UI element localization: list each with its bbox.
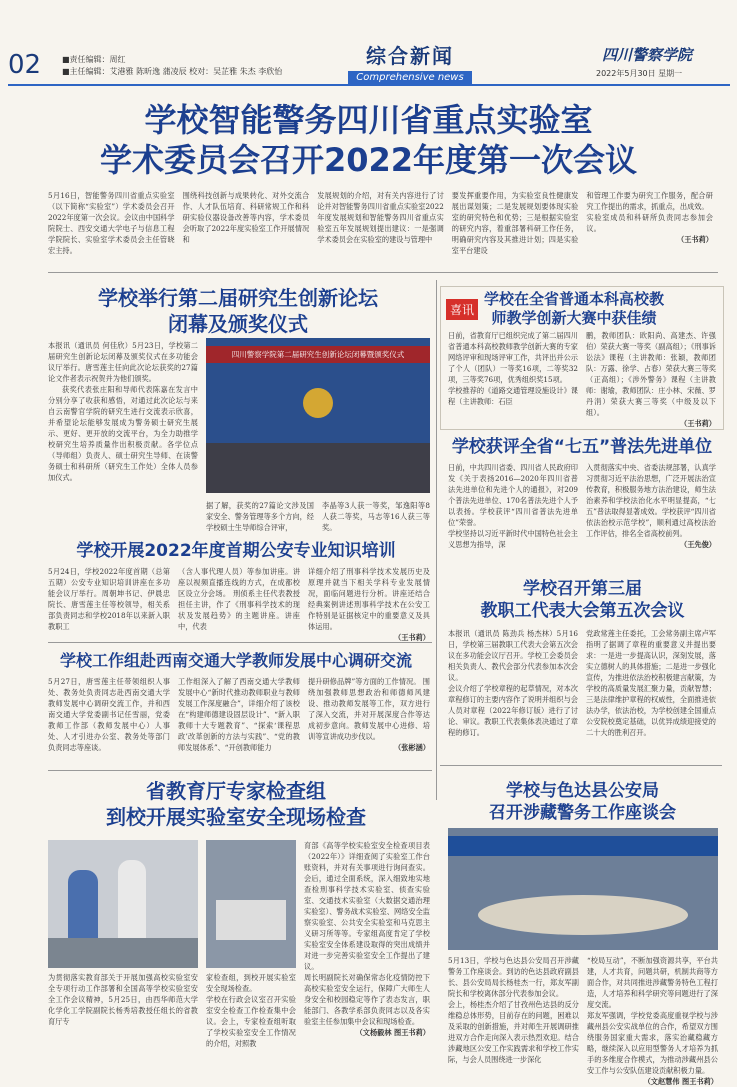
school-logo: 四川警察学院 — [602, 46, 693, 64]
meeting-table — [478, 895, 688, 935]
training-author: （王书莉） — [394, 633, 430, 642]
swjtu-body — [48, 676, 430, 753]
inspection-headline — [40, 778, 432, 830]
lead-col-1: 5月16日，智能警务四川省重点实验室（以下简称“实验室”）学术委员会召开2022年度第一次会议。会议由中国科学院院士、西安交通大学电子与信息工程学院院长、实验室学术委员会主任管晓宏主持。 — [48, 191, 175, 255]
swjtu-col-3-wrap — [308, 676, 430, 753]
divider — [440, 765, 722, 766]
inspection-col-2: 家检查组，到校开展实验室安全现场检查。 学校在行政会议室召开实验室安全检查工作检查集中会议。会上，专家检查组听取了学校实验室安全工作情况的介绍，对照教 — [206, 973, 296, 1048]
congress-body — [448, 628, 716, 738]
lead-col-2: 围绕科技创新与成果转化、对外交流合作、人才队伍培育、科研常规工作和科研实验仪器设备改善等内容，学术委员会听取了2022年度实验室工作开展情况和 — [182, 191, 310, 244]
divider — [48, 642, 432, 643]
lead-body — [48, 190, 713, 256]
forum-text — [48, 340, 198, 483]
police-title-2: 召开涉藏警务工作座谈会 — [489, 803, 676, 823]
training-col-2: （含人事代理人员）等参加讲座。讲座以视频直播连线的方式，在成都校区设立分会场。 刑侦系主任代表教授担任主讲，作了《刑事科学技术的现状及发展趋势》的主题讲座。讲座中，代表 — [178, 567, 300, 631]
commend-title-1: 学校在全省普通本科高校教 — [484, 290, 665, 308]
police-col-1: 5月13日，学校与色达县公安局召开涉藏警务工作座谈会。到访的色达县政府副县长、县公安局局长杨桂杰一行，郑友军副院长和学校离休部分代表参加会议。 会上，杨桂杰介绍了甘孜州色达县的反分维稳总体形势，目前存在的问题，困难以及采取的创新措施，并对师生开展调研推进双方合作走向深入表示热烈欢迎。结合涉藏地区公安工作实践需求和学校工作实际，与会人员围绕进一步深化 — [448, 956, 579, 1064]
lead-col-4: 要发挥重要作用，为实验室良性健康发展出谋划策；二是发展规划要体现实验室的研究特色和优势；三是根据实验室的研究内容，着重部署科研工作任务，明确研究内容及其推进计划；四是实验室平台建设 — [451, 191, 579, 255]
training-col-3: 详细介绍了刑事科学技术发展历史及原理并就当下相关学科专业发展情况，面临问题进行分析。讲座还结合经典案例讲述刑事科学技术在公安工作特别是证据核定中的重要意义及具体运用。 — [308, 567, 430, 631]
divider — [48, 272, 718, 273]
training-body — [48, 566, 430, 643]
inspector-figure — [118, 860, 146, 950]
training-title: 学校开展2022年度首期公安专业知识培训 — [76, 541, 396, 561]
inspection-caption: 为贯彻落实教育部关于开展加强高校实验室安全专项行动工作部署和全国高等学校实验室安全工作会议精神，5月25日，由西华师范大学化学化工学院副院长杨秀培教授任组长的省教育厅专 — [48, 973, 198, 1026]
law-title: 学校获评全省“七五”普法先进单位 — [451, 437, 713, 457]
police-photo — [448, 828, 718, 950]
lead-col-5-text: 和管理工作要为研究工作服务，配合研究工作提出的需求，抓重点，出成效。 实验室成员和科研所负责同志参加会议。 — [586, 191, 713, 233]
lead-col-3: 发展规划的介绍，对有关内容进行了讨论并对智能警务四川省重点实验室2022年度发展规划和智能警务四川省重点实验室五年发展规划提出建议：一是强调学术委员会在实验室的建设与管理中 — [317, 191, 444, 244]
meeting-screen — [448, 836, 718, 856]
section-title: 综合新闻 — [366, 44, 454, 68]
divider — [48, 770, 432, 771]
header-rule — [8, 84, 730, 86]
law-author: （王先俊） — [680, 540, 716, 549]
lead-title-2: 学术委员会召开2022年度第一次会议 — [99, 141, 638, 179]
congress-title-2: 教职工代表大会第五次会议 — [480, 601, 685, 621]
commend-col-2: 鹏，教师团队：欧阳尚、高建杰、许强伯）荣获大赛一等奖（副高组）；《刑事诉讼法》课程（主讲教师：张颖，教师团队：万露、徐学、占春）荣获大赛三等奖（正高组）；《涉外警务》课程（主讲教师：谢瑜，教师团队：庄小林、宋薇、罗丹涓）荣获大赛三等奖（中级及以下组）。 — [586, 331, 716, 417]
section-en: Comprehensive news — [348, 71, 472, 84]
lab-equipment — [216, 900, 286, 940]
lab-bench — [48, 938, 198, 968]
police-title-1: 学校与色达县公安局 — [506, 781, 659, 801]
inspection-photo — [48, 840, 198, 968]
law-body — [448, 462, 716, 550]
inspection-author: （文杨毅林 图王书莉） — [355, 1028, 430, 1037]
inspection-title-1: 省教育厅专家检查组 — [146, 779, 326, 803]
law-col-1: 日前，中共四川省委、四川省人民政府印发《关于表扬2016—2020年四川省普法先进单位和先进个人的通报》，对209个普法先进单位、170名普法先进个人予以表扬。学校获评“四川省普法先进单位”荣誉。 学校坚持以习近平新时代中国特色社会主义思想为指导，深 — [448, 463, 578, 549]
forum-caption-1: 据了解，获奖的27篇论文涉及国家安全、警务管理等多个方向，经学校硕士生导师综合评审， — [206, 501, 314, 532]
inspection-photo-2 — [206, 840, 296, 968]
police-col-2-wrap — [587, 955, 718, 1087]
forum-title-2: 闭幕及颁奖仪式 — [168, 312, 308, 336]
police-emblem — [303, 388, 333, 418]
lead-author: （王书莉） — [677, 235, 713, 244]
editor-line-2: ■主任编辑：艾港雅 陈昕逸 蒲凌辰 校对：吴芷雅 朱杰 李欣怡 — [62, 67, 283, 76]
congress-title-1: 学校召开第三届 — [523, 579, 642, 599]
swjtu-col-1: 5月27日，唐雪莲主任带领组织人事处、教务处负责同志赴西南交通大学教师发展中心调研交流工作，并和西南交通大学党委副书记任雪丽，党委教师工作部（教师发展中心）人事处、人才引进办公室、教务处等部门负责同志等座谈。 — [48, 677, 170, 752]
commend-col-1: 日前，省教育厅已组织完成了第二届四川省普通本科高校教师教学创新大赛的专家网络评审和现场评审工作，共评出并公示了个人（团队）一等奖16项，二等奖32项，三等奖76项，优秀组织奖15项。 学校推荐的《道路交通管理设施设计》课程（主讲教师：石臣 — [448, 331, 578, 406]
forum-photo — [206, 338, 430, 493]
inspection-title-2: 到校开展实验室安全现场检查 — [106, 805, 366, 829]
congress-col-1: 本报讯（通讯员 陈劲兵 杨杰林）5月16日，学校第三届教职工代表大会第五次会议在多功能会议厅召开。学校工会委员会相关负责人、教代会部分代表参加本次会议。 会议介绍了学校章程的起草情况，对本次章程修订的主要内容作了说明并组织与会人员对章程（2022年修订版）进行了讨论、审议。教职工代表集体表决通过了章程的修订。 — [448, 629, 578, 737]
law-col-2: 入贯彻落实中央、省委法规部署，认真学习贯彻习近平法治思想，广泛开展法治宣传教育，积极服务地方法治建设，师生法治素养和学校法治化水平明显提高，“七五”普法取得显著成效。学校获评“四川省依法治校示范学校”，顺利通过高校法治工作评估，排名全省高校前列。 — [586, 463, 716, 538]
lead-headline — [20, 100, 717, 180]
forum-caption — [206, 500, 430, 533]
editor-line-1: ■责任编辑：周红 — [62, 55, 126, 64]
inspection-col-3: 育部《高等学校实验室安全检查项目表（2022年）》详细查阅了实验室工作台账资料，并对有关事项进行询问查实。会后，通过全面系统，深入细致地实地查检刑事科学技术实验室、侦查实验室、交通技术实验室（大数据交通治理实验室）、警务战术实验室、网络安全监察实验室、公共安全实验室和马克思主义研习所等等。专家组高度肯定了学校实验室安全体系建设取得的突出成绩并对进一步完善实验室安全工作提出了建议。 周长明副院长对确保常态化疫情防控下高校实验室安全运行，保障广大师生人身安全和校园稳定等作了表态发言，职能部门、各教学系部负责同志以及各实验室主任参加集中会议和现场检查。 — [304, 841, 430, 1026]
swjtu-col-3: 提升研修品牌”等方面的工作情况。 围绕加强教师思想政治和师德师风建设、推动教师发展等工作，双方进行了深入交流，并对开展深度合作等达成初步意向。教师发展中心进修、培训等宣讲成功步伐以。 — [308, 677, 430, 741]
congress-col-2: 党政常莲主任委托，工会常务副主席卢军指明了据调了章程的重要意义并提出要求：一是进一步提高认识，深刻发展，落实立德树人的具体措施；二是进一步强化宣传，为推进依法治校积极建言献策，为学校的高质量发展汇聚力量，贡献智慧；三是法律维护章程的权威性，全面推进依法办学，依法治校，为学校创建全国重点公安院校奠定基础，以优异成绩迎接党的二十大的胜利召开。 — [586, 629, 716, 737]
commend-author: （王书莉） — [680, 419, 716, 428]
commend-headline — [446, 290, 722, 328]
page-number: 02 — [8, 50, 42, 80]
forum-photo-audience — [206, 443, 430, 493]
swjtu-title: 学校工作组赴西南交通大学教师发展中心调研交流 — [59, 651, 412, 670]
section-header — [348, 40, 472, 84]
training-col-3-wrap — [308, 566, 430, 643]
commend-badge: 喜讯 — [446, 299, 478, 320]
commend-col-2-wrap — [586, 330, 716, 429]
swjtu-col-2: 工作组深入了解了西南交通大学教师发展中心“新时代推动教师职业与教师发展工作深度融合”，详细介绍了该校在“构建师德建设固层设计”、“新入职教师十大专题教育”、“探索‘课程思政’改革创新的方法与实践”、“党的教师发展体系”、“开创教师能力 — [178, 677, 300, 752]
police-headline — [440, 780, 725, 824]
police-body — [448, 955, 718, 1087]
training-col-1: 5月24日，学校2022年度首期（总第五期）公安专业知识培训讲座在多功能会议厅举行。周朝坤书记、伊晨忠院长、唐雪莲主任等校领导，相关系部负责同志和学校2018年以来新入职教职工 — [48, 567, 170, 631]
swjtu-author: （张彬涵） — [394, 743, 430, 752]
forum-text-2: 获奖代表张庄阳和导师代表陈嘉在发言中分别分享了收获和感悟，对通过此次论坛与来自云南警官学院的研究生进行交流表示欣喜，并希望论坛能够发展成为警务硕士研究生展示、更好、更开放的交流平台，为全力助推学校研究生培养质量作出积极贡献。各学位点（导师组）负责人、硕士研究生导师、在读警务硕士和科研所（研究生工作处）全体人员参加仪式。 — [48, 385, 198, 482]
law-col-2-wrap — [586, 462, 716, 550]
forum-text-1: 本报讯（通讯员 何佳欣）5月23日，学校第二届研究生创新论坛闭幕及颁奖仪式在多功能会议厅举行。唐雪莲主任向此次论坛获奖的27篇论文作者表示祝贺并为他们颁奖。 — [48, 341, 198, 383]
lead-title-1: 学校智能警务四川省重点实验室 — [144, 101, 593, 139]
congress-headline — [440, 578, 725, 622]
inspection-col-3-wrap — [304, 840, 430, 1038]
commend-title-2: 师教学创新大赛中获佳绩 — [491, 309, 657, 327]
police-col-2: “校局互动”，不断加强资源共享，平台共建，人才共育，问题共研，机制共商等方面合作，对共同推进涉藏警务特色工程打造，人才培养和科学研究等问题进行了深度交流。 郑友军强调，学校党委高度重视学校与涉藏州县公安实战单位的合作，希望双方围绕服务国家重大需求，落实治藏稳藏方略，继续深入以应用型警务人才培养为抓手的多维度合作模式，为推动涉藏州县公安工作与公安队伍建设贡献积极力量。 — [587, 956, 718, 1075]
forum-caption-2: 李晶等3人获一等奖，邹逸阳等8人获二等奖，马志等16人获三等奖。 — [322, 501, 430, 532]
column-divider — [436, 280, 437, 800]
editor-info — [62, 54, 282, 78]
issue-date: 2022年5月30日 星期一 — [596, 69, 683, 78]
forum-title-1: 学校举行第二届研究生创新论坛 — [98, 286, 378, 310]
police-author: （文赵慧伟 图王书莉） — [643, 1077, 718, 1086]
forum-headline — [48, 285, 428, 337]
lead-col-5 — [586, 190, 713, 256]
forum-photo-banner: 四川警察学院第二届研究生创新论坛闭幕暨颁奖仪式 — [206, 346, 430, 363]
commend-body — [448, 330, 716, 429]
